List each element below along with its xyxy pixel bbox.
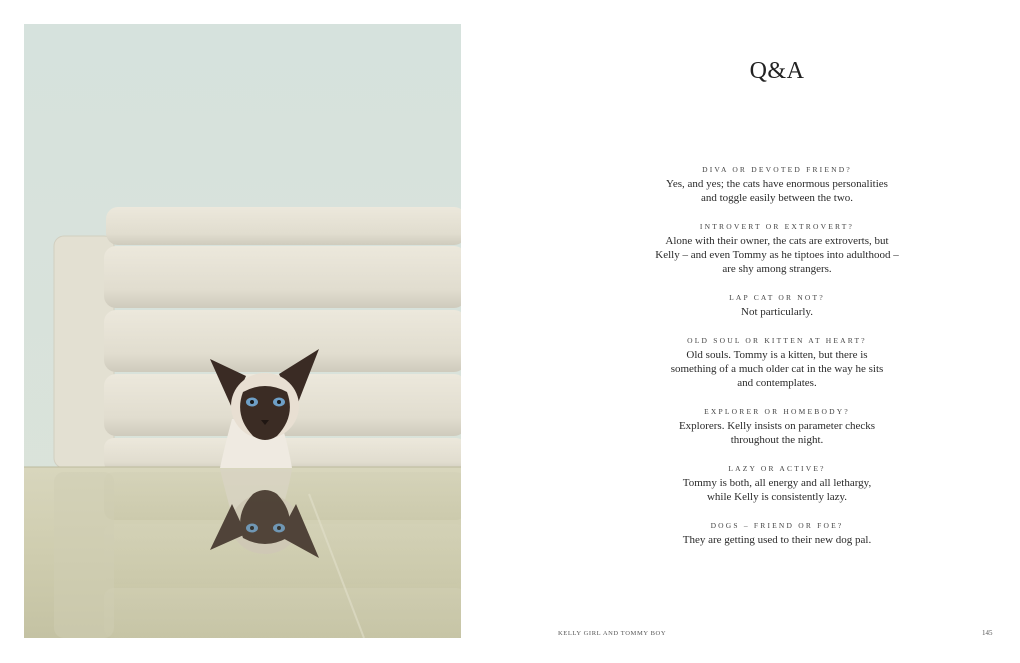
answer-line: Old souls. Tommy is a kitten, but there is (686, 349, 868, 361)
page-number: 145 (982, 629, 993, 637)
answer-line: throughout the night. (730, 434, 824, 446)
answer-line: Not particularly. (741, 306, 813, 318)
qa-item (532, 519, 1020, 547)
question: OLD SOUL OR KITTEN AT HEART? (687, 336, 867, 345)
answer-line: Kelly – and even Tommy as he tiptoes into adulthood – (655, 249, 899, 261)
photo-illustration (24, 24, 461, 638)
question: EXPLORER OR HOMEBODY? (704, 407, 850, 416)
qa-item (532, 220, 1020, 276)
answer-line: are shy among strangers. (722, 263, 832, 275)
running-footer: KELLY GIRL AND TOMMY BOY (558, 630, 667, 637)
answer-line: Yes, and yes; the cats have enormous personalities (666, 178, 888, 190)
question: DOGS – FRIEND OR FOE? (710, 521, 844, 530)
qa-item (532, 462, 1020, 504)
answer-line: They are getting used to their new dog pal. (682, 534, 872, 546)
answer-line: and contemplates. (737, 377, 817, 389)
answer-line: and toggle easily between the two. (700, 192, 854, 204)
question: INTROVERT OR EXTROVERT? (699, 222, 855, 231)
answer-line: Tommy is both, all energy and all lethargy, (682, 477, 872, 489)
page-title: Q&A (749, 58, 805, 84)
answer-line: Alone with their owner, the cats are extroverts, but (665, 235, 889, 247)
question: LAZY OR ACTIVE? (728, 464, 826, 473)
question: DIVA OR DEVOTED FRIEND? (702, 165, 852, 174)
qa-item (532, 163, 1020, 205)
qa-list (532, 163, 1020, 562)
answer-line: Explorers. Kelly insists on parameter checks (678, 420, 876, 432)
qa-item (532, 291, 1020, 319)
siamese-cat-photo (24, 24, 461, 638)
question: LAP CAT OR NOT? (729, 293, 825, 302)
qa-item (532, 405, 1020, 447)
answer-line: while Kelly is consistently lazy. (706, 491, 848, 503)
answer-line: something of a much older cat in the way he sits (670, 363, 884, 375)
qa-item (532, 334, 1020, 390)
text-page (532, 0, 998, 663)
